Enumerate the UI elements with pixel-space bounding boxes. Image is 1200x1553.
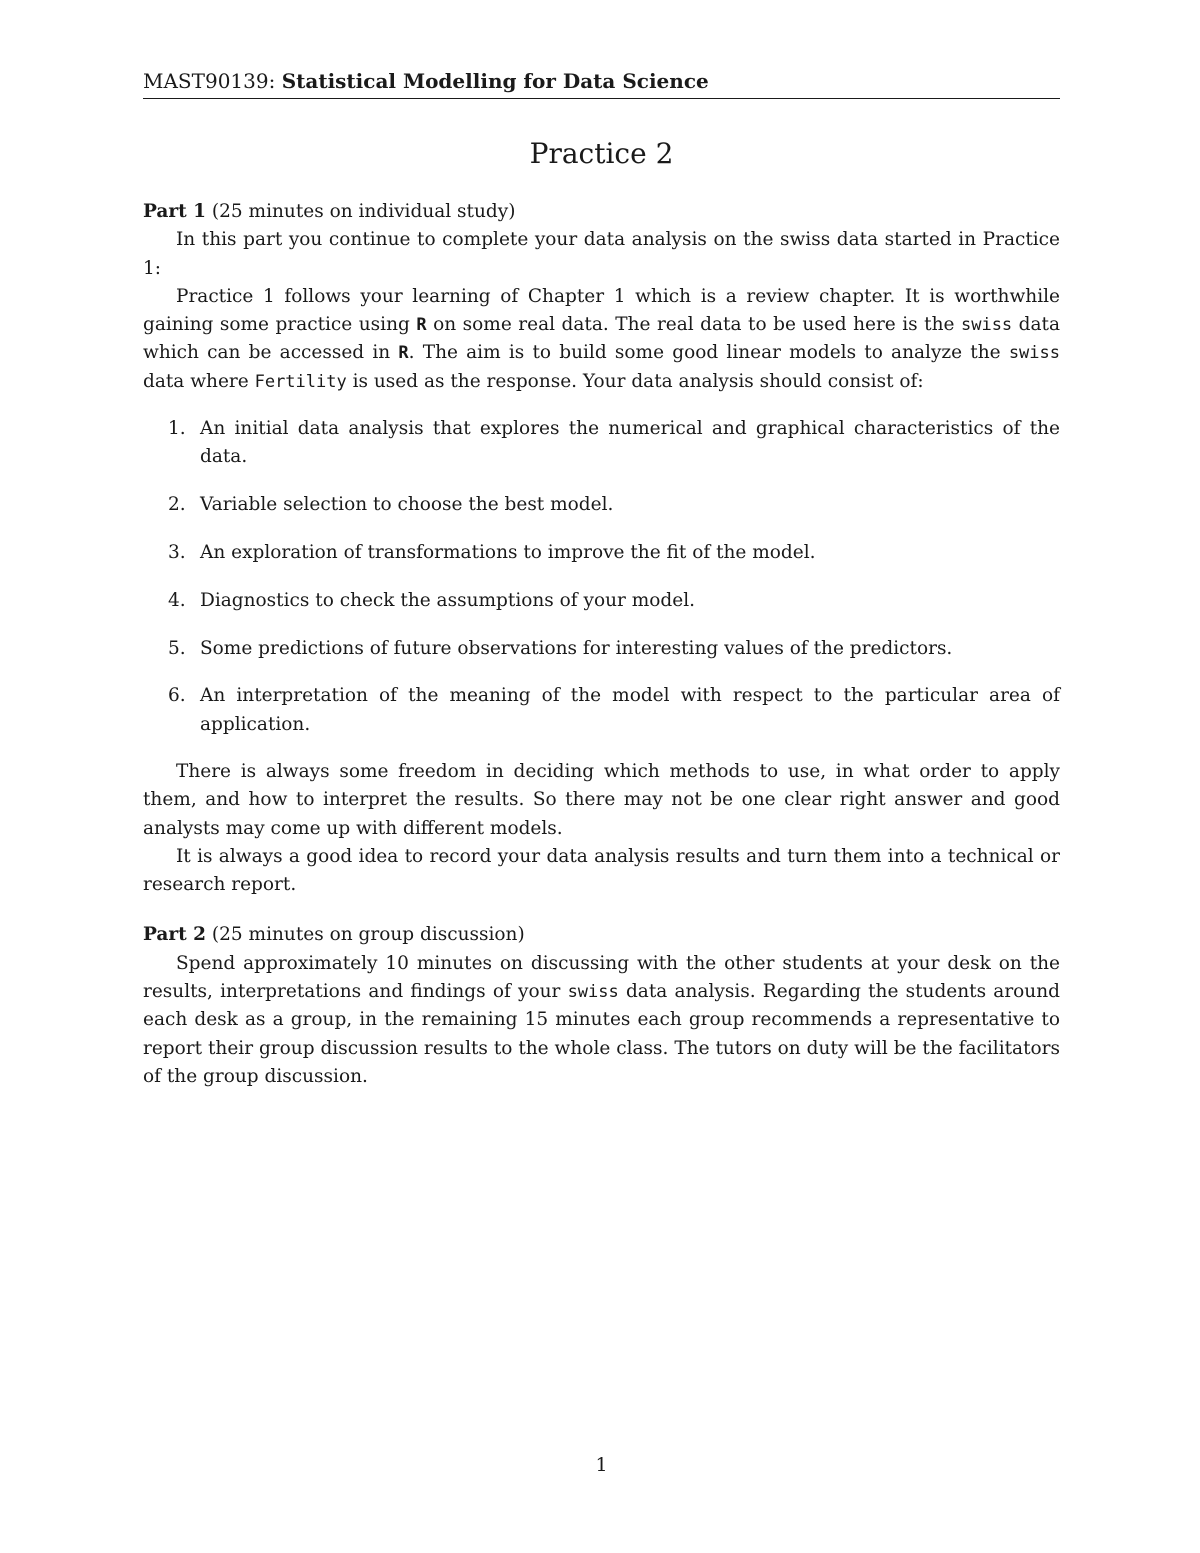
r-software-name: R [398,343,409,364]
part2-heading [143,921,1060,949]
list-item [143,415,1060,472]
part1-intro: In this part you continue to complete your data analysis on the swiss data started in Practice 1: [143,229,1060,279]
course-title: Statistical Modelling for Data Science [281,69,709,93]
part2-label: Part 2 [143,924,207,946]
swiss-dataset-name: swiss [567,982,619,1003]
list-item-text: An interpretation of the meaning of the model with respect to the particular area of application. [200,685,1060,735]
part2-duration: (25 minutes on group discussion) [206,924,525,946]
text-run: on some real data. The real data to be used here is the [426,314,961,336]
list-number: 2. [168,494,186,516]
list-item [143,491,1060,519]
list-item [143,682,1060,739]
part1-paragraph-a [143,283,1060,396]
list-item-text: Variable selection to choose the best model. [200,494,614,516]
list-number: 5. [168,637,186,659]
section-spacer [143,899,1060,921]
list-number: 1. [168,418,186,440]
text-run: is used as the response. Your data analysis should consist of: [346,370,924,392]
list-item [143,635,1060,663]
part2-paragraph [143,950,1060,1091]
list-number: 4. [168,589,186,611]
part1-heading [143,198,1060,226]
text-run: data which can be accessed in [143,314,1061,364]
header-rule [143,98,1060,99]
part1-paragraph-c: It is always a good idea to record your data analysis results and turn them into a technical or research report. [143,845,1060,896]
swiss-dataset-name: swiss [960,315,1013,336]
list-number: 3. [168,541,186,563]
list-item-text: An exploration of transformations to improve the fit of the model. [200,541,816,563]
document-body [143,198,1060,1091]
analysis-task-list [143,415,1060,739]
page-title: Practice 2 [529,137,674,170]
swiss-dataset-name: swiss [1008,343,1060,364]
list-item [143,587,1060,615]
page-number: 1 [595,1454,608,1476]
part1-paragraph-b: There is always some freedom in deciding which methods to use, in what order to apply them, and how to interpret the results. So there may not be one clear right answer and good analysts may come up with different models. [143,760,1060,839]
list-item-text: An initial data analysis that explores the numerical and graphical characteristics of the data. [200,418,1060,468]
course-code: MAST90139: [143,69,276,93]
part1-duration: (25 minutes on individual study) [206,201,516,222]
list-item [143,539,1060,567]
list-number: 6. [168,685,186,707]
text-run: data analysis. Regarding the students around each desk as a group, in the remaining 15 minutes each group recommends a representative to report their group discussion results to the whole class. The tutors on duty will be the facilitators of the group discussion. [143,981,1060,1087]
r-software-name: R [416,315,427,336]
part1-label: Part 1 [143,201,207,222]
running-header [143,68,1060,94]
text-run: Spend approximately 10 minutes on discussing with the other students at your desk on the results, interpretations and findings of your [143,952,1060,1003]
text-run: . The aim is to build some good linear models to analyze the [408,342,1009,364]
list-item-text: Diagnostics to check the assumptions of your model. [200,589,696,611]
text-run: data where [143,370,255,392]
text-run: Practice 1 follows your learning of Chapter 1 which is a review chapter. It is worthwhile gaining some practice using [143,285,1060,336]
list-item-text: Some predictions of future observations for interesting values of the predictors. [200,637,953,659]
fertility-variable-name: Fertility [254,371,347,392]
